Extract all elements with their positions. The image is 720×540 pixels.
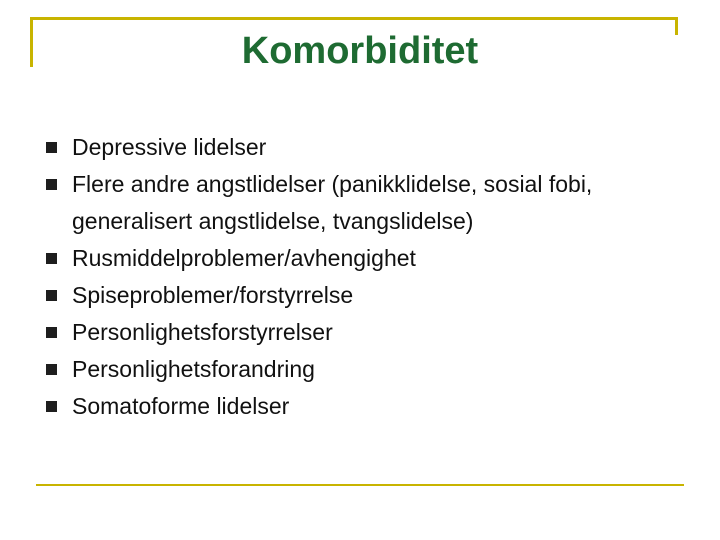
bullet-item — [44, 351, 684, 388]
bullet-item — [44, 314, 684, 351]
bottom-rule-line — [36, 484, 684, 486]
bullet-text: Depressive lidelser — [72, 134, 267, 160]
bullet-text: Flere andre angstlidelser (panikklidelse, sosial fobi, generalisert angstlidelse, tvangslidelse) — [72, 171, 593, 234]
bullet-item — [44, 388, 684, 425]
bullet-item — [44, 166, 684, 240]
slide-title: Komorbiditet — [241, 30, 479, 72]
square-bullet-icon — [46, 327, 57, 338]
frame-top-line — [30, 17, 678, 20]
square-bullet-icon — [46, 401, 57, 412]
square-bullet-icon — [46, 253, 57, 264]
bullet-item — [44, 277, 684, 314]
bullet-item — [44, 240, 684, 277]
square-bullet-icon — [46, 179, 57, 190]
bullet-item — [44, 129, 684, 166]
bullet-text: Spiseproblemer/forstyrrelse — [72, 282, 354, 308]
bullet-text: Somatoforme lidelser — [72, 393, 290, 419]
bullet-list — [44, 129, 684, 425]
bullet-text: Personlighetsforandring — [72, 356, 315, 382]
bullet-text: Rusmiddelproblemer/avhengighet — [72, 245, 416, 271]
bullet-text: Personlighetsforstyrrelser — [72, 319, 333, 345]
square-bullet-icon — [46, 290, 57, 301]
square-bullet-icon — [46, 142, 57, 153]
square-bullet-icon — [46, 364, 57, 375]
